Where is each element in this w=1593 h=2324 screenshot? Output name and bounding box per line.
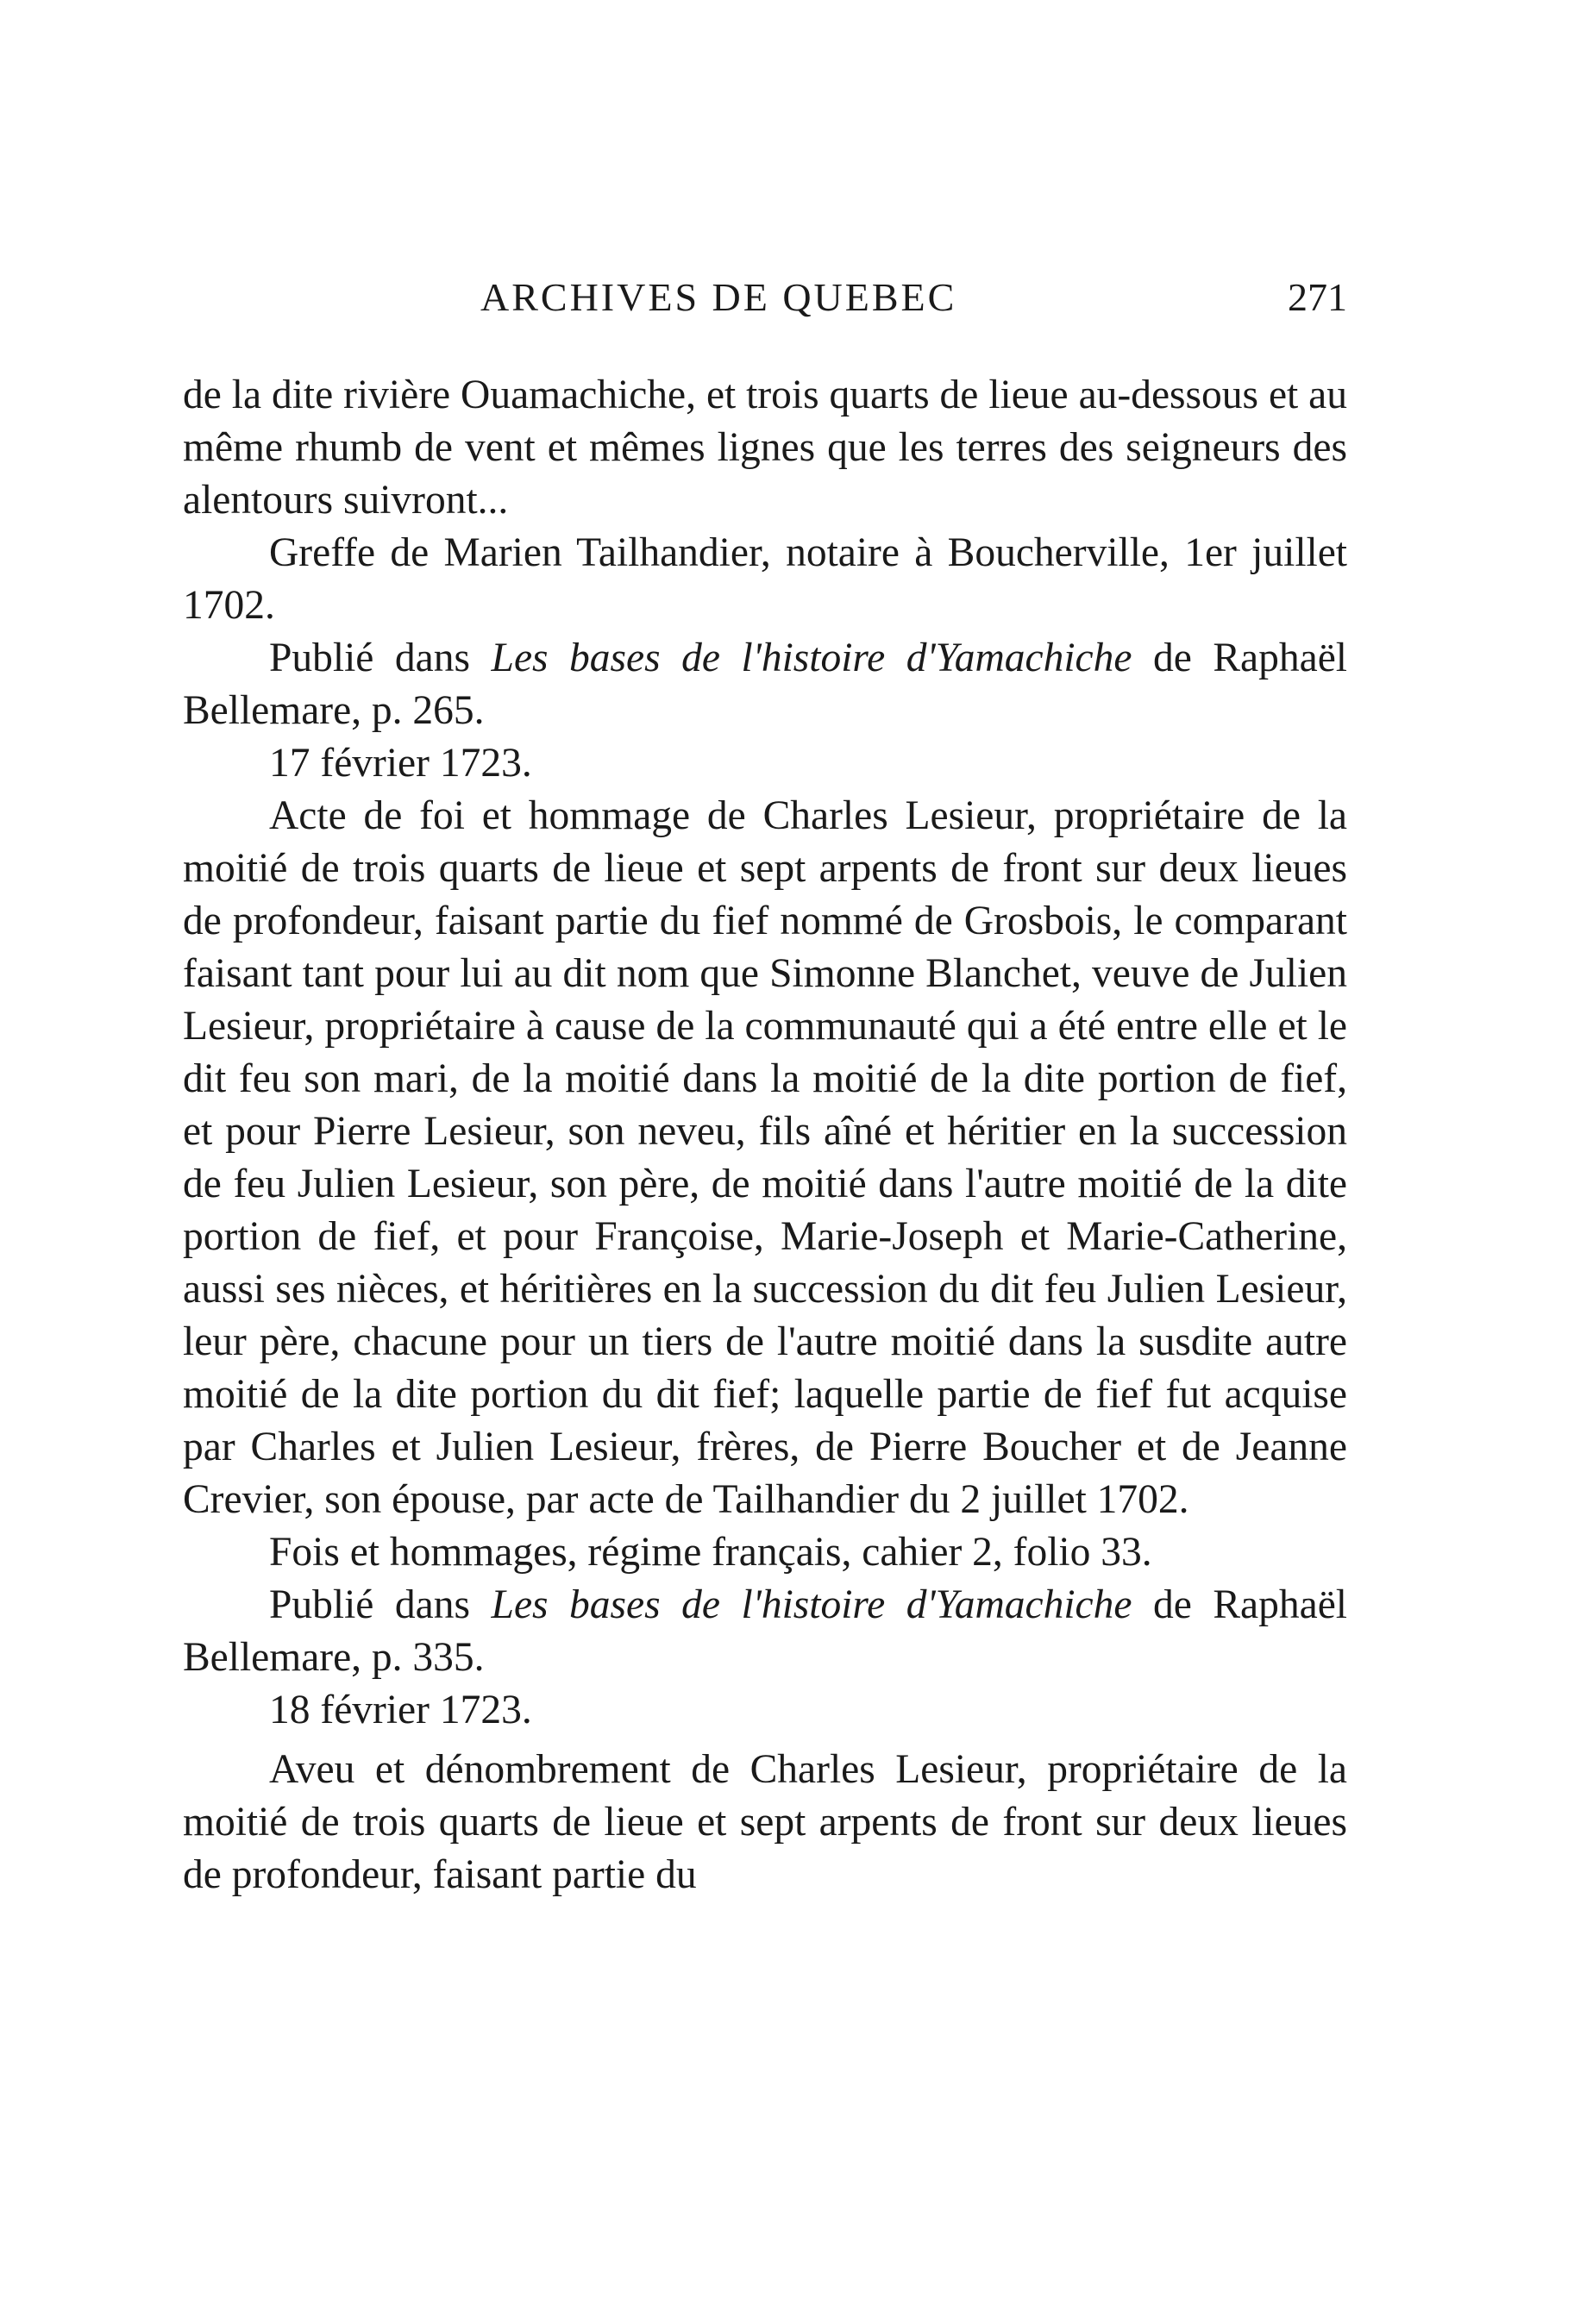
publication-suffix: de Raphaël Bellemare, p. 335. [183, 1582, 1348, 1680]
paragraph-publication-reference [183, 1579, 1347, 1684]
publication-title: Les bases de l'histoire d'Yamachiche [491, 1582, 1132, 1627]
paragraph-archive-reference: Fois et hommages, régime français, cahier 2, folio 33. [269, 1530, 1152, 1575]
entry-date: 18 février 1723. [269, 1688, 532, 1732]
running-title: ARCHIVES DE QUEBEC [480, 275, 957, 319]
paragraph-continued: de la dite rivière Ouamachiche, et trois quarts de lieue au-dessous et au même rhumb de vent et mêmes lignes que les terres des seigneurs des alentours suivront... [183, 373, 1347, 523]
running-header [183, 274, 1347, 343]
publication-suffix: de Raphaël Bellemare, p. 265. [183, 636, 1348, 733]
entry-date: 17 février 1723. [269, 741, 532, 786]
publication-title: Les bases de l'histoire d'Yamachiche [491, 636, 1132, 680]
paragraph-publication-reference [183, 632, 1347, 737]
paragraph-acte-foi-hommage: Acte de foi et hommage de Charles Lesieur, propriétaire de la moitié de trois quarts de lieue et sept arpents de front sur deux lieues de profondeur, faisant partie du fief nommé de Grosbois, le comparant faisant tant pour lui au dit nom que Simonne Blanchet, veuve de Julien Lesieur, propriétaire à cause de la communauté qui a été entre elle et le dit feu son mari, de la moitié dans la moitié de la dite portion de fief, et pour Pierre Lesieur, son neveu, fils aîné et héritier en la succession de feu Julien Lesieur, son père, de moitié dans l'autre moitié de la dite portion de fief, et pour Françoise, Marie-Joseph et Marie-Catherine, aussi ses nièces, et héritières en la succession du dit feu Julien Lesieur, leur père, chacune pour un tiers de l'autre moitié dans la susdite autre moitié de la dite portion du dit fief; laquelle partie de fief fut acquise par Charles et Julien Lesieur, frères, de Pierre Boucher et de Jeanne Crevier, son épouse, par acte de Tailhandier du 2 juillet 1702. [183, 793, 1347, 1522]
publication-prefix: Publié dans [269, 1582, 492, 1627]
document-page [183, 274, 1347, 1901]
paragraph-greffe-reference: Greffe de Marien Tailhandier, notaire à Boucherville, 1er juillet 1702. [183, 530, 1347, 628]
paragraph-aveu-denombrement: Aveu et dénombrement de Charles Lesieur, propriétaire de la moitié de trois quarts de lieue et sept arpents de front sur deux lieues de profondeur, faisant partie du [183, 1747, 1347, 1897]
publication-prefix: Publié dans [269, 636, 492, 680]
body-text [183, 369, 1347, 1901]
page-number: 271 [1288, 275, 1347, 319]
